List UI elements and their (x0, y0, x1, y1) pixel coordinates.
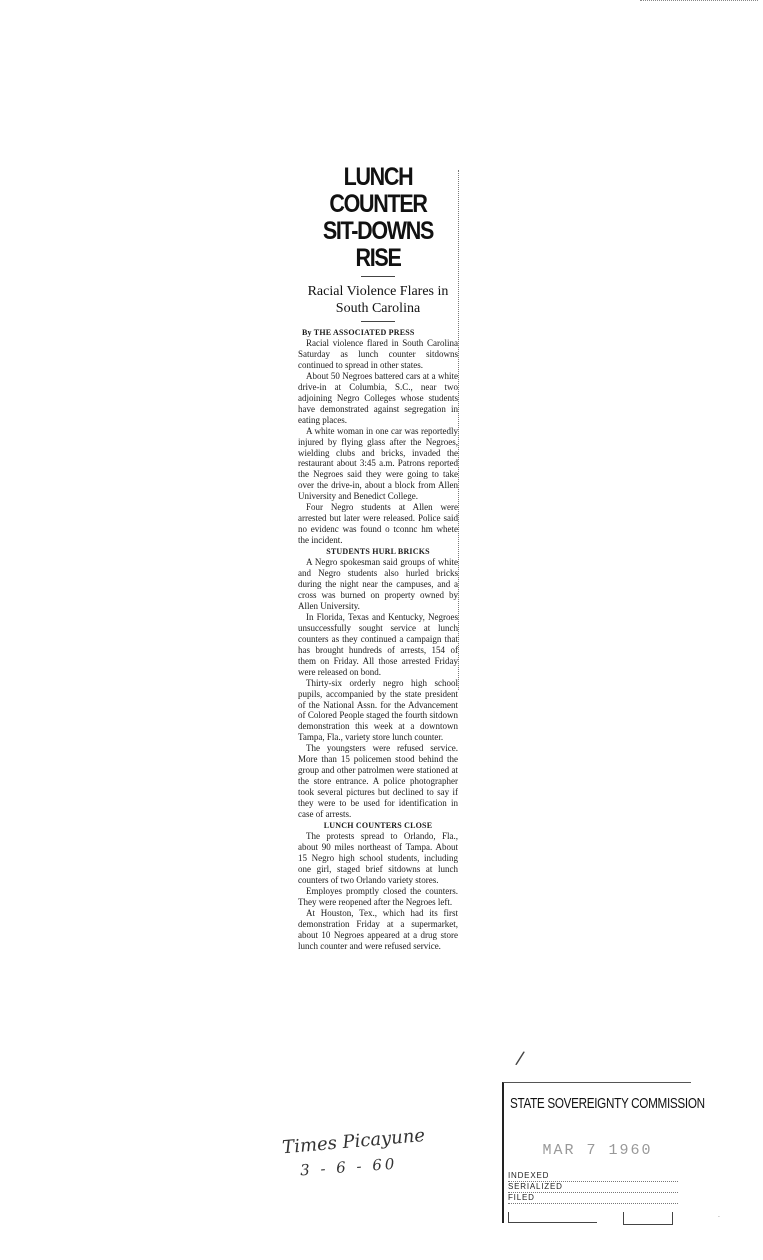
byline: By THE ASSOCIATED PRESS (302, 328, 415, 337)
handwritten-date: 3 - 6 - 60 (299, 1154, 398, 1180)
article-paragraph: About 50 Negroes battered cars at a white drive-in at Columbia, S.C., near two adjoining Negro Colleges whose students have demonstrated against segregation in eating places. (298, 370, 458, 425)
margin-tick: · (718, 1214, 720, 1221)
article-paragraph: Four Negro students at Allen were arrested but later were released. Police said no evidenc was found o tconnc hm whete the incident. (298, 502, 458, 546)
stamp-row-serialized: SERIALIZED (508, 1182, 678, 1193)
section-subhead: STUDENTS HURL BRICKS (326, 547, 430, 557)
divider-rule (361, 321, 395, 322)
stamp-title: STATE SOVEREIGNTY COMMISSION (510, 1095, 705, 1112)
article-paragraph: Thirty-six orderly negro high school pupils, accompanied by the state president of the National Assn. for the Advancement of Colored People staged the fourth sitdown demonstration this week at a downtown Tampa, Fla., variety store lunch counter. (298, 677, 458, 743)
headline (309, 164, 447, 272)
margin-mark: / (514, 1047, 526, 1070)
article-paragraph: A Negro spokesman said groups of white and Negro students also hurled bricks during the night near the campuses, and a cross was burned on property owned by Allen University. (298, 557, 458, 611)
commission-stamp (502, 1082, 705, 1223)
section-subhead: LUNCH COUNTERS CLOSE (323, 820, 433, 830)
subheadline (298, 283, 458, 317)
article-paragraph: At Houston, Tex., which had its first demonstration Friday at a supermarket, about 10 Negroes appeared at a drug store lunch counter and were refused service. (298, 907, 458, 951)
divider-rule (361, 276, 395, 277)
stamp-boxes (508, 1212, 691, 1225)
top-dotted-line (640, 0, 758, 3)
subheadline-line-2: South Carolina (335, 301, 421, 316)
stamp-date: MAR 7 1960 (542, 1142, 653, 1159)
article-paragraph: A white woman in one car was reportedly injured by flying glass after the Negroes, wielding clubs and bricks, invaded the restaurant about 3:45 a.m. Patrons reported the Negroes said they were going to take over the drive-in, about a block from Allen University and Benedict College. (298, 425, 458, 502)
article-paragraph: The protests spread to Orlando, Fla., about 90 miles northeast of Tampa. About 15 Negro high school students, including one girl, staged brief sitdowns at lunch counters of two Orlando variety stores. (298, 830, 458, 885)
headline-line-2: SIT-DOWNS RISE (322, 217, 434, 272)
article-paragraph: In Florida, Texas and Kentucky, Negroes unsuccessfully sought service at lunch counters as they continued a campaign that has brought hundreds of arrests, 154 of them on Friday. All those arrested Friday were released on bond. (298, 611, 458, 677)
clipping-edge (458, 170, 460, 690)
stamp-row-indexed: INDEXED (508, 1171, 678, 1182)
article-paragraph: The youngsters were refused service. More than 15 policemen stood behind the group and other patrolmen were stationed at the store entrance. A police photographer took several pictures but declined to say if they were to be used for identification in case of arrests. (298, 743, 458, 820)
article-paragraph: Employes promptly closed the counters. They were reopened after the Negroes left. (298, 885, 458, 907)
newspaper-clipping (298, 160, 458, 951)
stamp-box (623, 1212, 673, 1225)
article-paragraph: Racial violence flared in South Carolina Saturday as lunch counter sitdowns continued to spread in other states. (298, 338, 458, 370)
handwritten-source: Times Picayune (281, 1124, 426, 1159)
subheadline-line-1: Racial Violence Flares in (307, 284, 449, 299)
headline-line-1: LUNCH COUNTER (329, 163, 427, 218)
stamp-box (508, 1212, 597, 1223)
stamp-row-filed: FILED (508, 1193, 678, 1204)
